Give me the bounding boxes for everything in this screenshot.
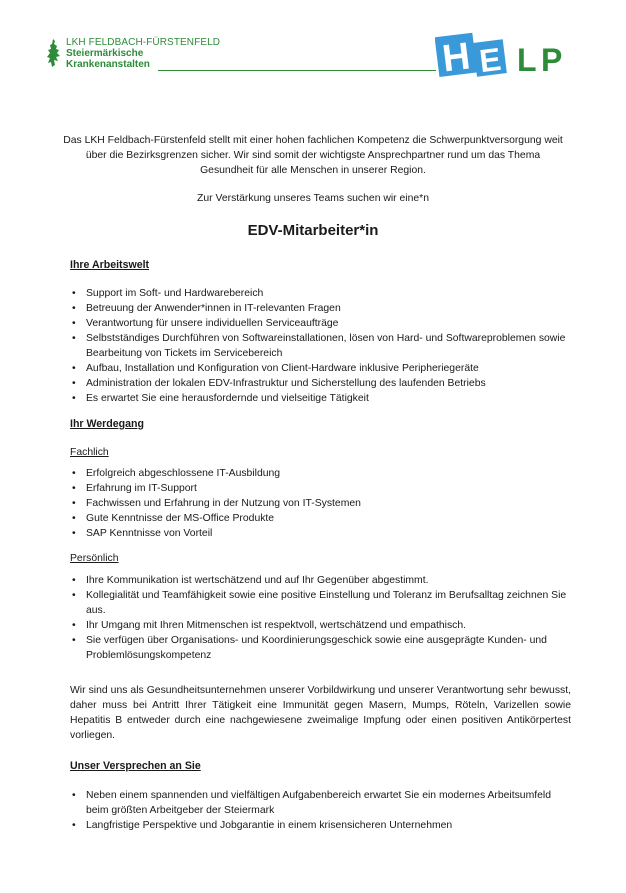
list-item: • Verantwortung für unsere individuellen Serviceaufträge — [70, 316, 570, 331]
list-item: • Gute Kenntnisse der MS-Office Produkte — [70, 511, 570, 526]
vaccination-paragraph: Wir sind uns als Gesundheitsunternehmen unserer Vorbildwirkung und unserer Verantwortung sehr bewusst, daher muss bei Antritt Ihrer Tätigkeit eine Immunität gegen Masern, Mumps, Röteln, Varizellen sowie Hepatitis B entweder durch eine nachgewiesene zweimalige Impfung oder einen positiven Antikörpertest vorliegen. — [70, 685, 571, 741]
list-item: • Aufbau, Installation und Konfiguration von Client-Hardware inklusive Peripheriegeräte — [70, 361, 570, 376]
org-subtitle-1: Steiermärkische — [66, 48, 144, 59]
list-fachlich — [70, 466, 570, 541]
subheading-persoenlich: Persönlich — [70, 553, 119, 564]
list-versprechen — [70, 788, 570, 833]
svg-text:P: P — [541, 42, 563, 78]
org-subtitle-2: Krankenanstalten — [66, 59, 150, 70]
list-item: • Sie verfügen über Organisations- und Koordinierungsgeschick sowie eine ausgeprägte Kunden- und Problemlösungskompetenz — [70, 633, 570, 663]
job-title: EDV-Mitarbeiter*in — [247, 222, 379, 239]
list-item: • Erfahrung im IT-Support — [70, 481, 570, 496]
list-persoenlich — [70, 573, 570, 663]
org-name: LKH FELDBACH-FÜRSTENFELD — [66, 37, 221, 48]
heading-werdegang: Ihr Werdegang — [70, 418, 144, 430]
list-item: • Fachwissen und Erfahrung in der Nutzung von IT-Systemen — [70, 496, 570, 511]
svg-text:E: E — [477, 40, 503, 80]
heading-versprechen: Unser Versprechen an Sie — [70, 760, 201, 772]
list-item: • Ihr Umgang mit Ihren Mitmenschen ist respektvoll, wertschätzend und empathisch. — [70, 618, 570, 633]
list-item: • Ihre Kommunikation ist wertschätzend und auf Ihr Gegenüber abgestimmt. — [70, 573, 570, 588]
team-line: Zur Verstärkung unseres Teams suchen wir eine*n — [197, 193, 429, 204]
list-item: • Support im Soft- und Hardwarebereich — [70, 286, 570, 301]
intro-paragraph: Das LKH Feldbach-Fürstenfeld stellt mit einer hohen fachlichen Kompetenz die Schwerpunktversorgung weit über die Bezirksgrenzen sicher. Wir sind somit der wichtigste Ansprechpartner rund um das Thema Gesundheit für alle Menschen in unserer Region. — [63, 135, 563, 176]
list-item: • Erfolgreich abgeschlossene IT-Ausbildung — [70, 466, 570, 481]
list-item: • Neben einem spannenden und vielfältigen Aufgabenbereich erwartet Sie ein modernes Arbeitsumfeld beim größten Arbeitgeber der Steiermark — [70, 788, 570, 818]
list-item: • Kollegialität und Teamfähigkeit sowie eine positive Einstellung und Toleranz im Berufsalltag zeichnen Sie aus. — [70, 588, 570, 618]
list-item: • Administration der lokalen EDV-Infrastruktur und Sicherstellung des laufenden Betriebs — [70, 376, 570, 391]
svg-text:H: H — [440, 35, 473, 81]
svg-text:L: L — [517, 42, 537, 78]
list-item: • Langfristige Perspektive und Jobgarantie in einem krisensicheren Unternehmen — [70, 818, 570, 833]
list-item: • Es erwartet Sie eine herausfordernde und vielseitige Tätigkeit — [70, 391, 570, 406]
heading-arbeitswelt: Ihre Arbeitswelt — [70, 259, 150, 271]
list-item: • Betreuung der Anwender*innen in IT-relevanten Fragen — [70, 301, 570, 316]
subheading-fachlich: Fachlich — [70, 447, 109, 458]
list-item: • Selbstständiges Durchführen von Softwareinstallationen, lösen von Hard- und Softwareproblemen sowie Bearbeitung von Tickets im Servicebereich — [70, 331, 570, 361]
list-arbeitswelt — [70, 286, 570, 406]
list-item: • SAP Kenntnisse von Vorteil — [70, 526, 570, 541]
